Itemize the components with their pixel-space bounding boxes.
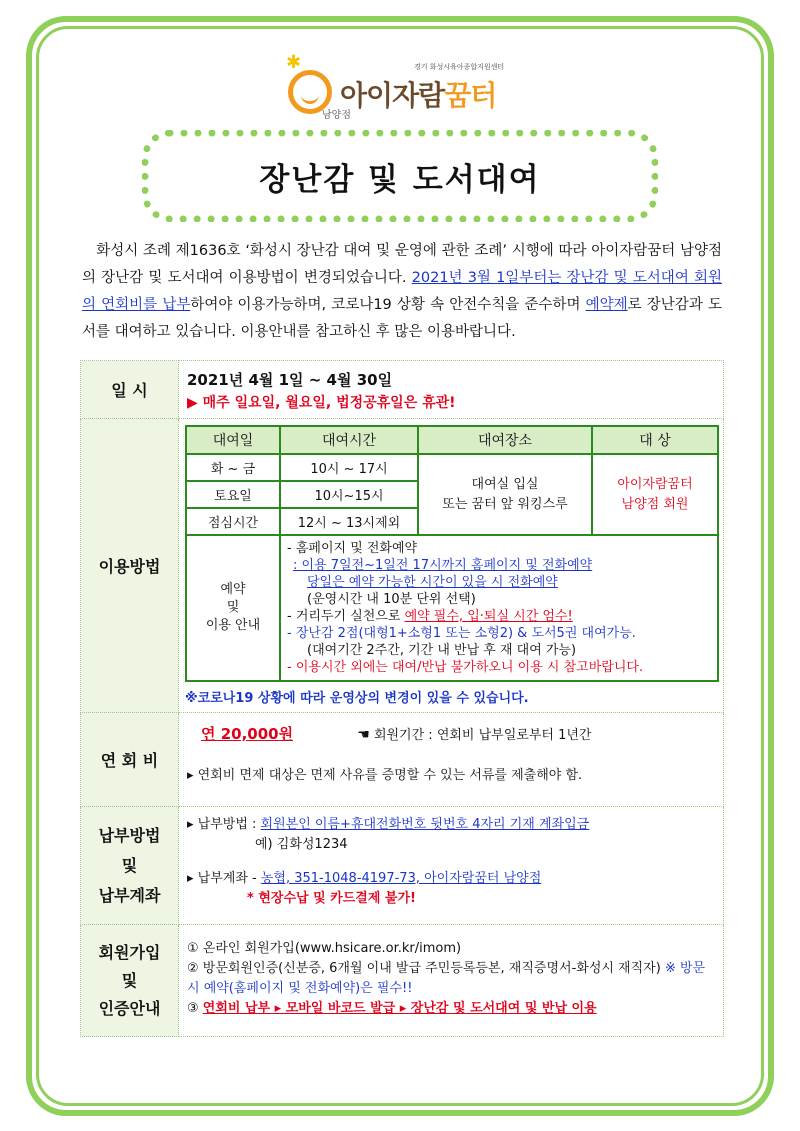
label-fee: 연 회 비 [81, 713, 179, 807]
logo-branch: 남양점 [322, 110, 351, 121]
guide-line: (운영시간 내 10분 단위 선택) [307, 592, 476, 607]
table-row [186, 454, 718, 481]
row-day: 점심시간 [186, 508, 280, 535]
rental-target: 아이자람꿈터 남양점 회원 [592, 454, 718, 535]
logo-name-1: 아이자람 [340, 79, 445, 112]
guide-line: 당일은 예약 가능한 시간이 있을 시 전화예약 [307, 575, 558, 590]
covid-note: ※코로나19 상황에 따라 운영상의 변경이 있을 수 있습니다. [185, 691, 529, 706]
star-icon: ✱ [286, 52, 302, 73]
signup-step-1: ① 온라인 회원가입(www.hsicare.or.kr/imom) [187, 941, 462, 956]
schedule-content [179, 361, 724, 419]
signup-step-3-num: ③ [187, 1001, 203, 1016]
col-header-time: 대여시간 [280, 426, 418, 454]
guide-line: : 이용 7일전~1일전 17시까지 홈페이지 및 전화예약 [293, 558, 593, 573]
col-header-target: 대 상 [592, 426, 718, 454]
payment-example: 예) 김화성1234 [255, 837, 348, 852]
payment-method [187, 815, 717, 835]
fee-line [187, 723, 717, 744]
intro-text-3: 로 장난감과 도서를 대여하고 있습니다. 이용안내를 참고하신 후 많은 이용바랍니다. [82, 297, 722, 340]
row-time: 10시~15시 [280, 481, 418, 508]
label-usage: 이용방법 [81, 419, 179, 713]
reserve-guide [280, 535, 718, 681]
label-schedule: 일 시 [81, 361, 179, 419]
usage-table [185, 425, 719, 682]
col-header-day: 대여일 [186, 426, 280, 454]
logo-title [340, 74, 496, 114]
reserve-label: 예약 및 이용 안내 [186, 535, 280, 681]
schedule-closed: ▶ 매주 일요일, 월요일, 법정공휴일은 휴관! [187, 395, 456, 411]
row-day: 화 ~ 금 [186, 454, 280, 481]
payment-account [187, 869, 717, 889]
guide-highlight: 예약 필수, 입·퇴실 시간 엄수! [404, 609, 573, 624]
fee-period: 회원기간 : 연회비 납부일로부터 1년간 [373, 728, 592, 743]
guide-text: - 거리두기 실천으로 [287, 609, 405, 624]
logo-org: 경기 화성시육아종합지원센터 [414, 63, 505, 71]
signup-step-2-text: ② 방문회원인증(신분증, 6개월 이내 발급 주민등록등본, 재직증명서-화성시 재직자) [187, 961, 665, 976]
row-day: 토요일 [186, 481, 280, 508]
signup-step-2-note: ※ 방문 시 예약(홈페이지 및 전화예약)은 필수!! [187, 961, 706, 996]
intro-highlight-1: 2021년 3월 1일부터는 장난감 및 도서대여 회원의 연회비를 납부 [82, 270, 722, 313]
payment-account-label: ▸ 납부계좌 - [187, 871, 261, 886]
hand-pointer-icon: ☚ [357, 727, 370, 743]
payment-content [179, 807, 724, 925]
intro-text-2: 하여야 이용가능하며, 코로나19 상황 속 안전수칙을 준수하며 [190, 297, 586, 313]
label-payment: 납부방법 및 납부계좌 [81, 807, 179, 925]
rental-place: 대여실 입실 또는 꿈터 앞 워킹스루 [418, 454, 592, 535]
label-signup: 회원가입 및 인증안내 [81, 925, 179, 1037]
page-title: 장난감 및 도서대여 [259, 161, 541, 198]
payment-account-value: 농협, 351-1048-4197-73, 아이자람꿈터 남양점 [260, 871, 542, 886]
title-box [142, 130, 658, 222]
payment-warning: * 현장수납 및 카드결제 불가! [247, 891, 416, 906]
usage-content [179, 419, 724, 713]
intro-highlight-2: 예약제 [585, 297, 628, 313]
signup-step-3 [187, 999, 717, 1019]
logo [284, 52, 524, 121]
row-time: 12시 ~ 13시제외 [280, 508, 418, 535]
signup-step-2 [187, 959, 717, 999]
fee-content [179, 713, 724, 807]
logo-name-2: 꿈터 [444, 79, 497, 112]
guide-line: - 장난감 2점(대형1+소형1 또는 소형2) & 도서5권 대여가능. [287, 626, 636, 641]
schedule-period: 2021년 4월 1일 ~ 4월 30일 [187, 371, 393, 389]
intro-text-1: 화성시 조례 제1636호 ‘화성시 장난감 대여 및 운영에 관한 조례’ 시행에 따라 아이자람꿈터 남양점의 장난감 및 도서대여 이용방법이 변경되었습니다. [82, 243, 723, 286]
col-header-place: 대여장소 [418, 426, 592, 454]
payment-method-label: ▸ 납부방법 : [187, 817, 261, 832]
fee-amount: 연 20,000원 [201, 725, 294, 743]
guide-line: - 홈페이지 및 전화예약 [287, 541, 418, 556]
signup-step-3-text: 연회비 납부 ▸ 모바일 바코드 발급 ▸ 장난감 및 도서대여 및 반납 이용 [202, 1001, 597, 1016]
guide-line: (대여기간 2주간, 기간 내 반납 후 재 대여 가능) [307, 643, 577, 658]
intro-paragraph [82, 238, 722, 346]
guide-line [287, 608, 711, 625]
info-table [80, 360, 724, 1037]
row-time: 10시 ~ 17시 [280, 454, 418, 481]
signup-content [179, 925, 724, 1037]
guide-line: - 이용시간 외에는 대여/반납 불가하오니 이용 시 참고바랍니다. [287, 660, 644, 675]
fee-exempt: ▸ 연회비 면제 대상은 면제 사유를 증명할 수 있는 서류를 제출해야 함. [187, 768, 583, 783]
payment-method-value: 회원본인 이름+휴대전화번호 뒷번호 4자리 기재 계좌입금 [260, 817, 590, 832]
